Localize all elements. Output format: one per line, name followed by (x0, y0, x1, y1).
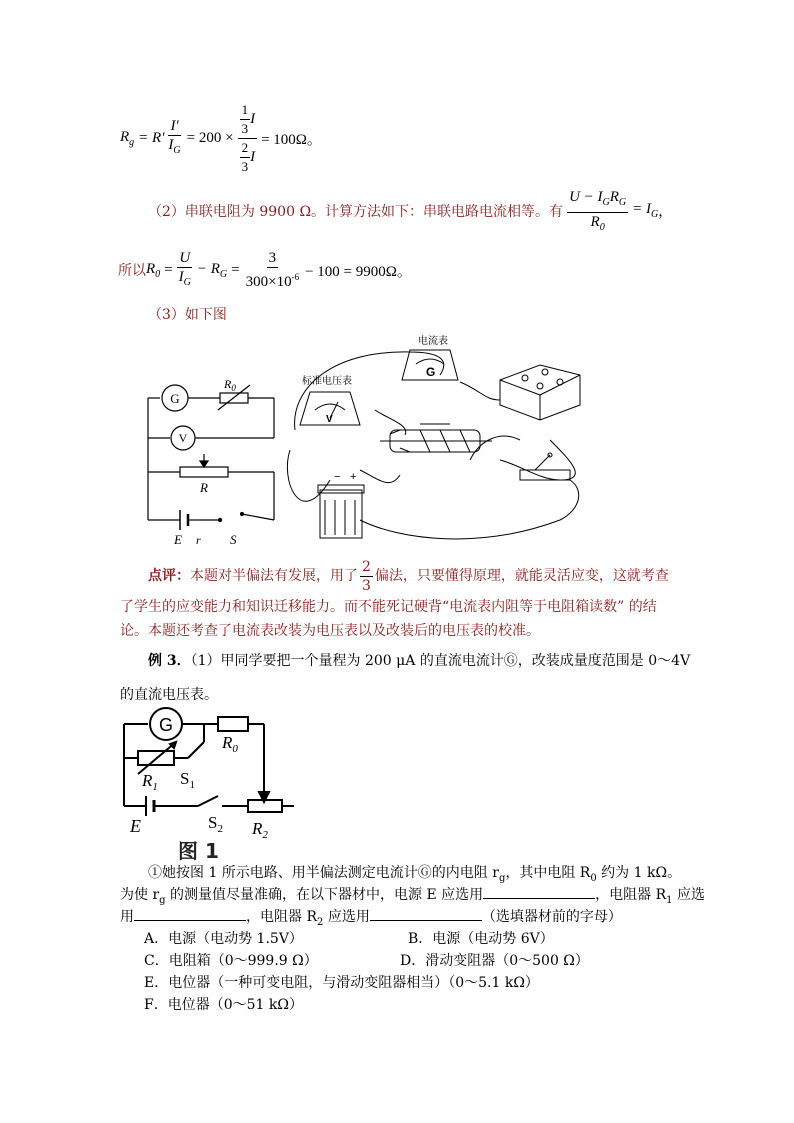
paragraph-3: （3）如下图 (148, 307, 227, 323)
example3-line1 (148, 650, 690, 672)
formula-rg-result: = 100Ω。 (261, 131, 322, 148)
option-b: B．电源（电动势 6V） (408, 931, 554, 947)
answer-blank-e[interactable] (483, 884, 595, 899)
formula-r0-tail: − 100 = 9900Ω。 (305, 263, 412, 280)
option-d: D．滑动变阻器（0～500 Ω） (400, 953, 589, 969)
question-line2: 为使 $r_g$ 的测量值尽量准确，在以下器材中，电源 E 应选用 ，电阻器 $R_1$ 应选 (120, 884, 705, 912)
formula-r0-eq1: = (164, 261, 173, 278)
formula-rg-eq1: = R' (138, 129, 165, 146)
example3-label: 例 3． (148, 653, 191, 669)
battery-minus: − (334, 471, 341, 483)
figure2-wires (124, 708, 294, 816)
answer-blank-r1[interactable] (134, 906, 246, 921)
question-line1: ①她按图 1 所示电路、用半偏法测定电流计Ⓖ的内电阻 $r_g$，其中电阻 $R_0$ 约为 1 kΩ。 (148, 865, 682, 884)
schematic (148, 385, 274, 530)
formula-rg-frac1: $\frac{I'}{I_G}$ (168, 117, 181, 156)
figure2-r0 (218, 717, 248, 731)
label-internal-r: r (196, 533, 201, 547)
option-f: F．电位器（0～51 kΩ） (144, 997, 303, 1013)
formula-rg-lhs: $R_g$ (120, 128, 135, 148)
figure-half-deflection-circuit (118, 706, 298, 864)
figure2-label-r0: $R_0$ (222, 733, 238, 755)
formula-r0-eq2: = (231, 261, 240, 278)
formula-r0-lhs: $R_0$ (146, 260, 161, 280)
label-e: E (174, 532, 182, 547)
comment-label: 点评： (148, 568, 190, 584)
example3-text-1: （1）甲同学要把一个量程为 200 μA 的直流电流计Ⓖ，改装成量度范围是 0～4V (190, 653, 691, 669)
formula-r0-minus: − $R_G$ (196, 260, 228, 280)
paragraph-2-frac: $\frac{U - I_GR_G}{R_0}$ (569, 188, 627, 233)
label-v: V (178, 431, 188, 445)
formula-r0-prefix: 所以 (118, 263, 146, 279)
figure2-label-r1: $R_1$ (142, 771, 158, 793)
option-c: C．电阻箱（0～999.9 Ω） (144, 953, 318, 969)
comment-line3: 论。本题还考查了电流表改装为电压表以及改装后的电压表的校准。 (120, 623, 540, 639)
figure2-label-e: E (130, 816, 141, 836)
ammeter-face-g: G (426, 365, 436, 379)
paragraph-2-end: ， (658, 204, 673, 220)
label-r: R (200, 480, 208, 495)
label-r0: $R_0$ (224, 377, 236, 393)
formula-rg (120, 98, 322, 178)
battery-device (320, 490, 362, 538)
comment-text-1b: 偏法，只要懂得原理，就能灵活应变，这就考查 (374, 568, 669, 584)
label-g: G (170, 391, 180, 406)
figure2-label-r2: $R_2$ (252, 819, 268, 841)
ammeter-caption: 电流表 (418, 336, 448, 347)
comment-frac: $\frac{2}{3}$ (362, 558, 371, 594)
formula-rg-eq2: = 200 × (186, 129, 234, 146)
label-s: S (230, 532, 237, 547)
voltmeter-caption: 标准电压表 (302, 376, 352, 387)
knife-switch-device (520, 470, 570, 480)
option-a: A．电源（电动势 1.5V） (144, 931, 303, 947)
paragraph-2-label: （2） (148, 204, 185, 220)
figure2-label-g: G (158, 715, 174, 735)
paragraph-2 (148, 190, 672, 234)
answer-blank-r2[interactable] (370, 906, 482, 921)
voltmeter-face-v: V (326, 414, 333, 425)
comment-text-1: 本题对半偏法有发展，用了 (190, 568, 358, 584)
paragraph-2-eq: = $I_G$ (632, 201, 659, 220)
formula-r0 (118, 248, 412, 292)
rheostat-box (180, 467, 228, 477)
comment-line1 (148, 558, 669, 594)
figure2-label-s1: $S_1$ (180, 769, 195, 791)
paragraph-2-text: 串联电阻为 9900 Ω。计算方法如下：串联电路电流相等。有 (184, 204, 564, 220)
question-line3: 用 ，电阻器 $R_2$ 应选用 （选填器材前的字母） (120, 906, 622, 934)
figure2-label-s2: $S_2$ (208, 813, 223, 835)
figure2-caption: 图 1 (178, 839, 219, 863)
example3-line2: 的直流电压表。 (120, 687, 218, 703)
comment-line2: 了学生的应变能力和知识迁移能力。而不能死记硬背“电流表内阻等于电阻箱读数” 的结 (120, 599, 657, 615)
formula-r0-frac1: $\frac{U}{I_G}$ (178, 249, 191, 288)
battery-plus: + (350, 471, 357, 483)
option-e: E．电位器（一种可变电阻，与滑动变阻器相当）（0～5.1 kΩ） (144, 975, 539, 991)
formula-r0-frac2: $\frac{3}{300\times 10^{-6}}$ (245, 250, 300, 290)
figure-circuit-apparatus (140, 330, 600, 550)
formula-rg-bigfrac: $\frac{1}{3}$ I $\frac{2}{3}$ I (238, 101, 258, 176)
